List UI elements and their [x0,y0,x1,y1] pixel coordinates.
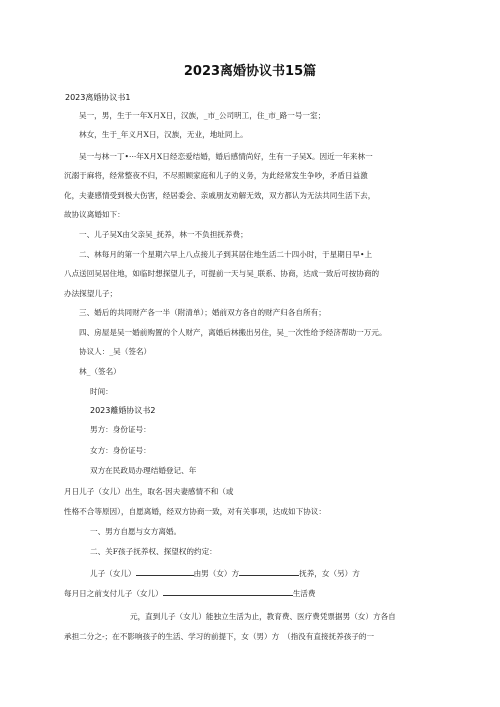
paragraph-line: 吴一与林一丁•···年X月X日经恋爱结婚，婚后感情尚好，生有一子吴X。因近一年来林一 [79,152,373,161]
signature-line: 林_（签名） [79,367,121,376]
blank-field [163,588,293,596]
paragraph-line: 沉溺于麻将，经常整夜不归，不尽照顾家庭和儿子的义务，为此经常发生争吵，矛盾日益激 [64,171,368,180]
support-line [64,588,316,599]
paragraph-line: 双方在民政局办理结婚登记、年 [90,466,197,475]
custody-child-label: 儿子（女儿） [90,569,136,578]
paragraph-line: 吴一，男，生于一年X月X日，汉族，_市_公司明工，住_市_路一号一室； [79,111,326,120]
paragraph-line: 办法探望儿子； [64,289,118,298]
paragraph-line: 元，直到儿子（女儿）能独立生活为止，教育费、医疗费凭票据男（女）方各自 [130,612,396,621]
custody-other-parent-label: 抚养，女（另）方 [299,569,360,578]
paragraph-line: 一、儿子吴X由父亲吴_抚养，林一不负担抚养费； [79,230,248,239]
paragraph-line: 化，夫妻感情受到极大伤害，经居委会、亲戚朋友劝解无效，双方都认为无法共同生活下去， [64,191,376,200]
blank-field [239,568,299,576]
paragraph-line: 八点送回吴居住地，如临时想探望儿子，可提前一天与吴_联系、协商，达成一致后可按协商的 [64,269,380,278]
support-fee-label: 生活费 [292,589,316,598]
paragraph-line: 女方：身份证号： [90,446,151,455]
paragraph-line: 故协议离婚如下： [64,210,125,219]
date-line: 时间： [90,387,113,396]
document-title: 2023离婚协议书15篇 [183,64,317,79]
support-label: 每月日之前支付儿子（女儿） [64,589,163,598]
paragraph-line: 月日儿子（女儿）出生，取名·因夫妻感情不和（或 [64,487,234,496]
paragraph-line: 三、婚后的共同财产各一半（附清单）；婚前双方各自的财产归各自所有； [79,308,326,317]
signature-line: 协议人：_吴（签名） [79,347,152,356]
paragraph-line: 承担二分之-；在不影响孩子的生活、学习的前提下，女（男）方 （指没有直接抚养孩子的一 [64,632,375,641]
paragraph-line: 四、房屋是吴一婚前购置的个人财产，离婚后林搬出另住，吴_一次性给予经济帮助一万元。 [79,328,387,337]
paragraph-line: 性格不合等原因），自愿离婚，经双方协商一致，对有关事项，达成如下协议： [64,507,326,516]
section-1-heading: 2023离婚协议书1 [65,93,131,102]
paragraph-line: 一、男方自愿与女方离婚。 [90,527,182,536]
custody-line [90,568,360,579]
section-2-heading: 2023離婚协议书2 [90,406,156,415]
paragraph-line: 林女，生于_年义月X日，汉族，无业，地址同上。 [79,130,248,139]
paragraph-line: 二、林每月的第一个星期六早上八点接儿子到其居住地生活二十四小时，于星期日早•上 [79,250,373,259]
custody-parent-label: 由男（女）方 [193,569,240,578]
blank-field [136,568,194,576]
paragraph-line: 二、关F孩子抚养权、探望权的约定： [90,547,217,556]
paragraph-line: 男方：身份证号： [90,425,151,434]
